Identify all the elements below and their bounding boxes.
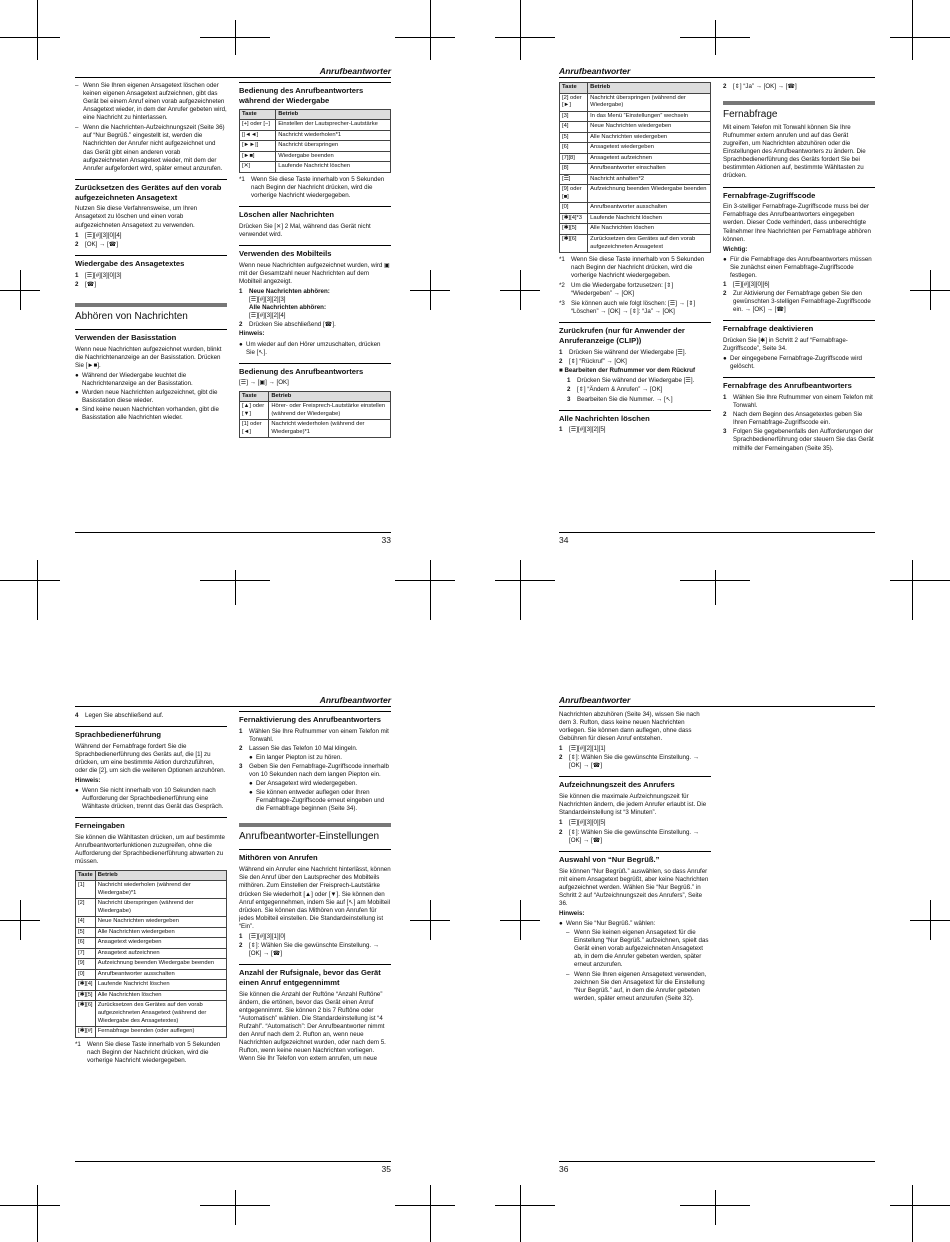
crop-mark — [235, 570, 236, 605]
section-heading: Fernaktivierung des Anrufbeantworters — [239, 711, 391, 725]
crop-mark — [20, 270, 21, 310]
section-heading: Zurückrufen (nur für Anwender der Anruferanzeige (CLIP)) — [559, 322, 711, 346]
crop-mark — [912, 560, 913, 620]
column-right — [239, 82, 391, 441]
paragraph: Drücken Sie [✱] in Schritt 2 auf “Fernabfrage-Zugriffscode”, Seite 34. — [723, 337, 848, 353]
crop-mark — [37, 1185, 38, 1242]
table-row: [6] Ansagetext wiedergeben — [560, 143, 711, 154]
crop-mark — [680, 1205, 750, 1206]
list-item: – Wenn Sie Ihren eigenen Ansagetext löschen oder keinen eigenen Ansagetext aufzeichnen, gibt das Gerät bei einem Anruf einen vorab aufgezeichneten Ansagetext wieder, in dem der Anrufer gebeten wird, eine Nachricht zu hinterlassen. — [75, 82, 227, 122]
bullet: ● Sie können entweder auflegen oder Ihren Fernabfrage-Zugriffscode erneut eingeben und die Fernabfrage beginnen (Seite 34). — [249, 789, 385, 813]
paragraph: Während ein Anrufer eine Nachricht hinterlässt, können Sie den Anruf über den Lautsprecher des Mobilteils mithören. Zum Einstellen der Freisprech-Lautstärke drücken Sie wiederholt [▲] oder [▼]. Sie können den Anruf entgegennehmen, indem Sie auf [↖] am Mobilteil drücken. Sie können das Mithören von Anrufen für jedes Mobilteil einstellen. Die Standardeinstellung ist “Ein”. — [239, 866, 391, 930]
page-33 — [75, 66, 391, 546]
table-row: [►■] Wiedergabe beenden — [240, 151, 391, 162]
section-heading: Ferneingaben — [75, 817, 227, 831]
paragraph: Sie können “Nur Begrüß.” auswählen, so dass Anrufer mit einem Ansagetext begrüßt, aber keine Nachrichten aufgezeichnet werden. Wählen Sie “Nur Begrüß.” in Schritt 2 auf “Aufzeichnungszeit des Anrufers”, Seite 36. — [559, 867, 709, 907]
step: 1 [☰][#][3][0][3] — [75, 271, 122, 279]
hint-label: Hinweis: — [559, 909, 585, 917]
key-table: Taste Betrieb [1] Nachricht wiederholen (während der Wiedergabe)*1 [2] Nachricht überspringen (während der Wiedergabe) [4] Neue Nachrichten wiedergeben [5] Alle Nachrichten wiedergeben [6] Ansagetext wiedergeben [7] Ansagetext aufzeichnen [9] Aufzeichnung beenden Wiedergabe beenden [0] Anrufbeantworter ausschalten [✱][4] Laufende Nachricht löschen [✱][5] Alle Nachrichten löschen [✱][6] Zurücksetzen des Gerätes auf den vorab aufgezeichneten Ansagetext (während der Wiedergabe des Ansagetextes) [✱][#] Fernabfrage beenden (oder auflegen) — [75, 870, 227, 1038]
section-heading: Verwenden der Basisstation — [75, 329, 227, 343]
crop-mark — [430, 0, 431, 60]
section-heading: Fernabfrage des Anrufbeantworters — [723, 377, 875, 391]
crop-mark — [200, 1205, 270, 1206]
crop-mark — [410, 290, 450, 291]
step: 1 Wählen Sie Ihre Rufnummer von einem Telefon mit Tonwahl. — [239, 727, 389, 743]
table-row: [9] Aufzeichnung beenden Wiedergabe beenden — [76, 959, 227, 970]
table-row: [0] Anrufbeantworter ausschalten — [76, 969, 227, 980]
table-row: [4] Neue Nachrichten wiedergeben — [76, 917, 227, 928]
step: 2 [⇕] “Ja” → [OK] → [☎] — [723, 83, 797, 90]
section-heading: Sprachbedienerführung — [75, 726, 227, 740]
step: 1 Wählen Sie Ihre Rufnummer von einem Telefon mit Tonwahl. — [723, 394, 873, 410]
page-header: Anrufbeantworter — [75, 66, 391, 78]
paragraph: Während der Fernabfrage fordert Sie die Sprachbedienerführung des Geräts auf, die [1] zu drücken, um eine bestimmte Aktion durchzuführen, oder die [2], um sich die weiteren Optionen anzuhören. — [75, 742, 226, 775]
section-heading: Fernabfrage-Zugriffscode — [723, 187, 875, 201]
table-row: [+] oder [−] Einstellen der Lautsprecher-Lautstärke — [240, 120, 391, 131]
crop-mark — [910, 290, 950, 291]
crop-mark — [37, 0, 38, 60]
page-header: Anrufbeantworter — [559, 66, 875, 78]
step: 4 Legen Sie abschließend auf. — [75, 712, 164, 719]
key-table: Taste Betrieb [▲] oder [▼] Hörer- oder Freisprech-Lautstärke einstellen (während der Wiedergabe) [1] oder [◄] Nachricht wiederholen (während der Wiedergabe)*1 — [239, 391, 391, 439]
table-row: [4] Neue Nachrichten wiedergeben — [560, 122, 711, 133]
column-left — [559, 82, 711, 435]
crop-mark — [235, 1190, 236, 1225]
column-left — [75, 82, 227, 423]
step: 3 Folgen Sie gegebenenfalls den Aufforderungen der Sprachbedienerführung oder steuern Sie das Gerät mithilfe der Ferneingaben (Seite 35). — [723, 428, 874, 452]
crop-mark — [912, 1185, 913, 1242]
crop-mark — [495, 37, 555, 38]
table-row: [►►|] Nachricht überspringen — [240, 141, 391, 152]
section-heading: Wiedergabe des Ansagetextes — [75, 255, 227, 269]
table-row: [|◄◄] Nachricht wiederholen*1 — [240, 130, 391, 141]
section-heading: Bedienung des Anrufbeantworters während der Wiedergabe — [239, 82, 391, 106]
bullet: ● Während der Wiedergabe leuchtet die Nachrichtenanzeige an der Basisstation. — [75, 371, 193, 387]
table-row: [✱][6] Zurücksetzen des Gerätes auf den vorab aufgezeichneten Ansagetext (während der Wiedergabe des Ansagetextes) — [76, 1001, 227, 1027]
crop-mark — [890, 37, 950, 38]
bullet: ● Ein langer Piepton ist zu hören. — [249, 754, 342, 762]
step: 1 [☰][#][3][2][5] — [559, 426, 606, 434]
table-row: [3] In das Menü “Einstellungen” wechseln — [560, 111, 711, 122]
step: 2 Nach dem Beginn des Ansagetextes geben Sie Ihren Fernabfrage-Zugriffscode ein. — [723, 411, 863, 427]
paragraph: Sie können die Wähltasten drücken, um auf bestimmte Anrufbeantworterfunktionen zuzugreifen, ohne die Aufforderung der Sprachbedienerführung abwarten zu müssen. — [75, 834, 225, 866]
bullet: ● Wurden neue Nachrichten aufgezeichnet, gibt die Basisstation diese wieder. — [75, 388, 218, 404]
step: 2 Lassen Sie das Telefon 10 Mal klingeln. — [239, 744, 358, 752]
crop-mark — [500, 290, 540, 291]
crop-mark — [410, 920, 450, 921]
chapter-heading: Abhören von Nachrichten — [75, 303, 227, 323]
footnote: *2 Um die Wiedergabe fortzusetzen: [⇕] “Wiedergeben” → [OK] — [559, 282, 674, 298]
crop-mark — [715, 570, 716, 605]
bullet: ● Der Ansagetext wird wiedergegeben. — [249, 780, 358, 788]
table-row: [✱][#] Fernabfrage beenden (oder auflegen) — [76, 1027, 227, 1038]
crop-mark — [430, 560, 431, 620]
paragraph: Wenn neue Nachrichten aufgezeichnet wurden, wird ▣ mit der Gesamtzahl neuer Nachrichten auf dem Mobilteil angezeigt. — [239, 261, 390, 286]
table-row: [7] Ansagetext aufzeichnen — [76, 948, 227, 959]
crop-mark — [395, 580, 455, 581]
table-row: [0] Anrufbeantworter ausschalten — [560, 203, 711, 214]
crop-mark — [890, 1205, 950, 1206]
section-heading: Aufzeichnungszeit des Anrufers — [559, 776, 711, 790]
section-heading: Zurücksetzen des Gerätes auf den vorab aufgezeichneten Ansagetext — [75, 179, 227, 203]
section-heading: Auswahl von “Nur Begrüß.” — [559, 851, 711, 865]
list-item: – Wenn Sie Ihren eigenen Ansagetext verwenden, zeichnen Sie den Ansagetext für die Einstellung “Nur Begrüß.” auf, in dem die Anrufer gebeten werden, später erneut anzurufen (Seite 32). — [566, 971, 707, 1003]
key-table: Taste Betrieb [+] oder [−] Einstellen der Lautsprecher-Lautstärke [|◄◄] Nachricht wiederholen*1 [►►|] Nachricht überspringen [►■] Wiedergabe beenden [✕] Laufende Nachricht löschen — [239, 109, 391, 173]
step: 2 Zur Aktivierung der Fernabfrage geben Sie den gewünschten 3-stelligen Fernabfrage-Zugriffscode ein. → [OK] → [☎] — [723, 289, 871, 314]
chapter-heading: Fernabfrage — [723, 101, 875, 121]
step: 1 Neue Nachrichten abhören: [☰][#][3][2][3] Alle Nachrichten abhören: [☰][#][3][2][4] — [239, 288, 330, 320]
crop-mark — [890, 580, 950, 581]
crop-mark — [20, 900, 21, 940]
paragraph: Wenn neue Nachrichten aufgezeichnet wurden, blinkt die Nachrichtenanzeige an der Basisstation. Drücken Sie [►■]. — [75, 345, 222, 369]
crop-mark — [0, 1205, 60, 1206]
key-table: Taste Betrieb [2] oder [►] Nachricht überspringen (während der Wiedergabe) [3] In das Menü “Einstellungen” wechseln [4] Neue Nachrichten wiedergeben [5] Alle Nachrichten wiedergeben [6] Ansagetext wiedergeben [7][8] Ansagetext aufzeichnen [8] Anrufbeantworter einschalten [☰] Nachricht anhalten*2 [9] oder [■] Aufzeichnung beenden Wiedergabe beenden [0] Anrufbeantworter ausschalten [✱][4]*3 Laufende Nachricht löschen [✱][5] Alle Nachrichten löschen [✱][6] Zurücksetzen des Gerätes auf den vorab aufgezeichneten Ansagetext — [559, 82, 711, 253]
table-row: [✱][5] Alle Nachrichten löschen — [560, 224, 711, 235]
table-row: [2] Nachricht überspringen (während der Wiedergabe) — [76, 899, 227, 917]
hint-label: Hinweis: — [239, 330, 265, 338]
step: 1 [☰][#][3][0][5] — [559, 819, 606, 827]
column-left — [559, 711, 711, 1151]
crop-mark — [495, 580, 555, 581]
section-heading: Anzahl der Rufsignale, bevor das Gerät einen Anruf entgegennimmt — [239, 964, 391, 988]
paragraph: Sie können die maximale Aufzeichnungszeit für Nachrichten ändern, die jedem Anrufer erlaubt ist. Die Standardeinstellung ist “3 Minuten”. — [559, 793, 707, 817]
step: 2 [⇕] “Ändern & Anrufen” → [OK] — [567, 386, 663, 394]
bullet: ● Sind keine neuen Nachrichten vorhanden, gibt die Basisstation alle Nachrichten wieder. — [75, 406, 219, 422]
page-34 — [559, 66, 875, 546]
footnote: *1 Wenn Sie diese Taste innerhalb von 5 Sekunden nach Beginn der Nachricht drücken, wird die vorherige Nachricht wiedergegeben. — [559, 256, 705, 280]
step: 1 [☰][#][3][0][6] — [723, 280, 770, 288]
crop-mark — [910, 920, 950, 921]
crop-mark — [500, 920, 540, 921]
paragraph: Mit einem Telefon mit Tonwahl können Sie Ihre Rufnummer extern anrufen und auf das Gerät zugreifen, um Nachrichten abzuhören oder die Einstellungen des Anrufbeantworters zu ändern. Die Sprachbedienerführung des Geräts fordert Sie bei bestimmten Aktionen auf, bestimmte Wähltasten zu drücken. — [723, 124, 866, 180]
step: 1 Drücken Sie während der Wiedergabe [☰]. — [567, 377, 695, 385]
crop-mark — [37, 560, 38, 620]
column-right — [239, 711, 391, 1151]
table-row: [✕] Laufende Nachricht löschen — [240, 162, 391, 173]
table-row: [6] Ansagetext wiedergeben — [76, 938, 227, 949]
chapter-heading: Anrufbeantworter-Einstellungen — [239, 823, 391, 843]
paragraph: Nachrichten abzuhören (Seite 34), wissen Sie nach dem 3. Rufton, dass keine neuen Nachrichten vorliegen. Sie können dann auflegen, ohne dass Gebühren für diesen Anruf entstehen. — [559, 711, 700, 743]
step: 2 [⇕] “Rückruf” → [OK] — [559, 358, 627, 366]
paragraph: Nutzen Sie diese Verfahrensweise, um Ihren Ansagetext zu löschen und einen vorab aufgezeichneten Ansagetext zu verwenden. — [75, 205, 198, 229]
step: 2 Drücken Sie abschließend [☎]. — [239, 321, 336, 329]
page-36 — [559, 695, 875, 1175]
section-heading: Mithören von Anrufen — [239, 849, 391, 863]
column-right — [723, 82, 875, 454]
column-left — [75, 711, 227, 1151]
crop-mark — [520, 0, 521, 60]
page-header: Anrufbeantworter — [75, 695, 391, 707]
step: 1 [☰][#][2][1][1] — [559, 745, 606, 753]
important-label: Wichtig: — [723, 245, 748, 253]
crop-mark — [395, 1205, 455, 1206]
table-row: [1] oder [◄] Nachricht wiederholen (während der Wiedergabe)*1 — [240, 420, 391, 438]
step: 2 [OK] → [☎] — [75, 240, 119, 248]
crop-mark — [715, 1190, 716, 1225]
crop-mark — [0, 37, 60, 38]
crop-mark — [680, 37, 750, 38]
table-row: [☰] Nachricht anhalten*2 — [560, 174, 711, 185]
bullet: ● Um wieder auf den Hörer umzuschalten, drücken Sie [↖]. — [239, 340, 381, 356]
section-heading: Verwenden des Mobilteils — [239, 245, 391, 259]
table-row: [5] Alle Nachrichten wiedergeben — [560, 132, 711, 143]
step: 2 [⇕]: Wählen Sie die gewünschte Einstellung. → [OK] → [☎] — [559, 828, 700, 844]
footnote: *1 Wenn Sie diese Taste innerhalb von 5 Sekunden nach Beginn der Nachricht drücken, wird die vorherige Nachricht wiedergegeben. — [75, 1040, 221, 1064]
crop-mark — [200, 580, 270, 581]
table-row: [9] oder [■] Aufzeichnung beenden Wiedergabe beenden — [560, 185, 711, 203]
bullet: ● Wenn Sie nicht innerhalb von 10 Sekunden nach Aufforderung der Sprachbedienerführung eine Wähltaste drücken, trennt das Gerät das Gespräch. — [75, 787, 224, 811]
footnote: *1 Wenn Sie diese Taste innerhalb von 5 Sekunden nach Beginn der Nachricht drücken, wird die vorherige Nachricht wiedergegeben. — [239, 175, 385, 200]
step: 1 [☰][#][3][1][0] — [239, 932, 286, 940]
table-row: [7][8] Ansagetext aufzeichnen — [560, 153, 711, 164]
bullet: ● Für die Fernabfrage des Anrufbeantworters müssen Sie zunächst einen Fernabfrage-Zugriffscode festlegen. — [723, 255, 872, 279]
section-heading: Alle Nachrichten löschen — [559, 410, 711, 424]
table-row: [▲] oder [▼] Hörer- oder Freisprech-Lautstärke einstellen (während der Wiedergabe) — [240, 402, 391, 420]
crop-mark — [680, 580, 750, 581]
list-item: – Wenn die Nachrichten-Aufzeichnungszeit (Seite 36) auf “Nur Begrüß.” eingestellt ist, werden die Nachrichten der Anrufer nicht aufgezeichnet und das Gerät gibt einen anderen vorab aufgezeichneten Ansagetext wieder, mit dem der Anrufer aufgefordert wird, später erneut anzurufen. — [75, 124, 225, 172]
section-heading: Löschen aller Nachrichten — [239, 206, 391, 220]
footnote: *3 Sie können auch wie folgt löschen: [☰] → [⇕] “Löschen” → [OK] → [⇕]: “Ja” → [OK] — [559, 300, 696, 316]
page-number: 34 — [559, 532, 875, 546]
table-row: [2] oder [►] Nachricht überspringen (während der Wiedergabe) — [560, 93, 711, 111]
table-row: [5] Alle Nachrichten wiedergeben — [76, 927, 227, 938]
page-number: 35 — [75, 1161, 391, 1175]
paragraph: Drücken Sie [✕] 2 Mal, während das Gerät nicht verwendet wird. — [239, 222, 371, 239]
paragraph: [☰] → [▣] → [OK] — [239, 379, 289, 387]
table-row: [✱][4] Laufende Nachricht löschen — [76, 980, 227, 991]
step: 3 Geben Sie den Fernabfrage-Zugriffscode innerhalb von 10 Sekunden nach dem langen Piepton ein. — [239, 763, 389, 779]
crop-mark — [430, 1185, 431, 1242]
bullet: ● Wenn Sie “Nur Begrüß.” wählen: — [559, 919, 656, 927]
step: 1 Drücken Sie während der Wiedergabe [☰]. — [559, 349, 687, 357]
crop-mark — [520, 560, 521, 620]
section-heading: Fernabfrage deaktivieren — [723, 320, 875, 334]
crop-mark — [495, 1205, 555, 1206]
step: 2 [☎] — [75, 280, 97, 288]
bullet: ● Der eingegebene Fernabfrage-Zugriffscode wird gelöscht. — [723, 355, 862, 371]
step: 2 [⇕]: Wählen Sie die gewünschte Einstellung. → [OK] → [☎] — [239, 941, 380, 957]
table-row: [8] Anrufbeantworter einschalten — [560, 164, 711, 175]
page-number: 33 — [75, 532, 391, 546]
crop-mark — [395, 37, 455, 38]
hint-label: Hinweis: — [75, 777, 101, 785]
step: 1 [☰][#][3][0][4] — [75, 231, 122, 239]
table-row: [✱][4]*3 Laufende Nachricht löschen — [560, 213, 711, 224]
crop-mark — [912, 0, 913, 60]
page-35 — [75, 695, 391, 1175]
subheading: ■ Bearbeiten der Rufnummer vor dem Rückruf — [559, 367, 696, 375]
list-item: – Wenn Sie keinen eigenen Ansagetext für die Einstellung “Nur Begrüß.” aufzeichnen, spielt das Gerät einen vorab aufgezeichneten Ansagetext ab, in dem die Anrufer gebeten werden, später erneut anzurufen. — [566, 928, 709, 969]
step: 3 Bearbeiten Sie die Nummer. → [↖] — [567, 395, 673, 403]
step: 2 [⇕]: Wählen Sie die gewünschte Einstellung. → [OK] → [☎] — [559, 754, 700, 770]
page-header: Anrufbeantworter — [559, 695, 875, 707]
crop-mark — [200, 37, 270, 38]
table-row: [1] Nachricht wiederholen (während der Wiedergabe)*1 — [76, 881, 227, 899]
table-row: [✱][5] Alle Nachrichten löschen — [76, 990, 227, 1001]
paragraph: Ein 3-stelliger Fernabfrage-Zugriffscode muss bei der Fernabfrage des Anrufbeantworters eingegeben werden. Dieser Code verhindert, dass unberechtigte Teilnehmer Ihre Nachrichten per Fernabfrage abhören können. — [723, 203, 871, 243]
section-heading: Bedienung des Anrufbeantworters — [239, 363, 391, 377]
table-row: [✱][6] Zurücksetzen des Gerätes auf den vorab aufgezeichneten Ansagetext — [560, 234, 711, 252]
crop-mark — [0, 580, 60, 581]
page-number: 36 — [559, 1161, 875, 1175]
paragraph: Sie können die Anzahl der Ruftöne “Anzahl Ruftöne” ändern, die ertönen, bevor das Gerät einen Anruf entgegennimmt. Sie können 2 bis 7 Ruftöne oder “Automatisch” wählen. Die Standardeinstellung ist “4 Rufzahl”. “Automatisch”: Der Anrufbeantworter nimmt den Anruf nach dem 2. Rufton an, wenn neue Nachrichten aufgezeichnet wurden, oder nach dem 5. Rufton, wenn keine neuen Nachrichten vorliegen. Wenn Sie Ihr Telefon von extern anrufen, um neue — [239, 990, 386, 1063]
crop-mark — [520, 1185, 521, 1242]
